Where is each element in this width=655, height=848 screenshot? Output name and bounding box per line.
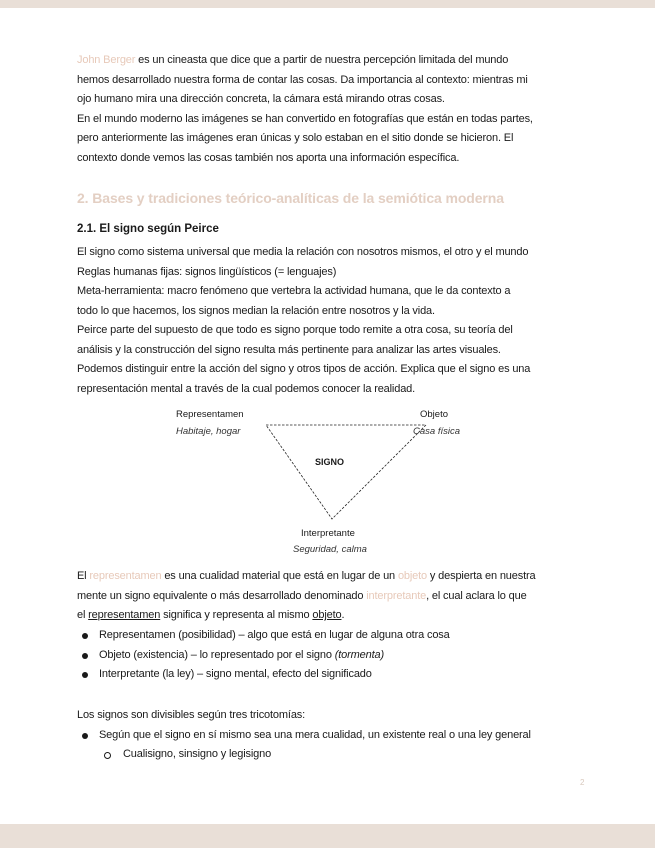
sign-components-list (77, 626, 597, 685)
author-name: John Berger (77, 54, 136, 66)
intro-line-1 (77, 51, 597, 71)
sub-list-item (77, 745, 597, 765)
section-heading: 2. Bases y tradiciones teórico-analíticas de la semiótica moderna (77, 190, 504, 206)
bullet-dot (82, 672, 88, 678)
intro-line-4: En el mundo moderno las imágenes se han convertido en fotografías que están en todas partes, (77, 112, 533, 125)
bullet-dot (82, 653, 88, 659)
objeto-term: objeto (397, 570, 428, 582)
explanation-line-2 (77, 587, 597, 607)
intro-line-1-text: es un cineasta que dice que a partir de nuestra percepción limitada del mundo (135, 54, 509, 66)
peirce-line-4: todo lo que hacemos, los signos median la relación entre nosotros y la vida. (77, 304, 435, 317)
peirce-line-5: Peirce parte del supuesto de que todo es signo porque todo remite a otra cosa, su teoría del (77, 324, 513, 336)
list-item (77, 646, 597, 666)
explanation-line-3 (77, 606, 597, 626)
text-run: El (77, 570, 90, 582)
peirce-line-1: El signo como sistema universal que media la relación con nosotros mismos, el otro y el mundo (77, 246, 529, 258)
bottom-band (0, 824, 655, 848)
bullet-dot (82, 633, 88, 639)
representamen-underlined: representamen (88, 609, 161, 621)
explanation-line-1 (77, 567, 597, 587)
peirce-line-2: Reglas humanas fijas: signos lingüísticos (= lenguajes) (77, 265, 337, 278)
objeto-label: Objeto (420, 409, 448, 420)
list-item-text: Según que el signo en sí mismo sea una mera cualidad, un existente real o una ley general (99, 728, 531, 741)
representamen-term: representamen (89, 570, 162, 582)
top-band (0, 0, 655, 8)
intro-paragraph (77, 51, 597, 168)
interpretante-label: Interpretante (301, 528, 355, 539)
tricotomias-intro: Los signos son divisibles según tres tricotomías: (77, 709, 306, 721)
intro-line-5: pero anteriormente las imágenes eran únicas y solo estaban en el sitio donde se hicieron. El (77, 132, 514, 144)
interpretante-term: interpretante (366, 589, 427, 602)
tricotomias-section (77, 706, 597, 765)
peirce-line-6: análisis y la construcción del signo resulta más pertinente para analizar las artes visuales. (77, 343, 501, 356)
list-item-text: Interpretante (la ley) – signo mental, efecto del significado (99, 668, 372, 680)
signo-center-label: SIGNO (315, 457, 345, 467)
peirce-line-7: Podemos distinguir entre la acción del signo y otros tipos de acción. Explica que el signo es una (77, 363, 531, 375)
objeto-example: Casa física (413, 426, 460, 437)
list-item (77, 626, 597, 646)
triangle-shape (266, 425, 426, 519)
page-number: 2 (580, 778, 585, 787)
peirce-line-8: representación mental a través de la cual podemos conocer la realidad. (77, 382, 416, 395)
text-run: el (77, 609, 89, 621)
list-item (77, 665, 597, 685)
hollow-bullet-icon (104, 752, 111, 759)
text-run: , el cual aclara lo que (426, 589, 527, 602)
representamen-example: Habitaje, hogar (176, 426, 241, 437)
text-run: y despierta en nuestra (427, 570, 536, 582)
text-run: mente un signo equivalente o más desarrollado denominado (77, 589, 367, 602)
peirce-paragraph (77, 243, 597, 399)
representamen-label: Representamen (176, 409, 244, 420)
subsection-heading: 2.1. El signo según Peirce (77, 223, 219, 235)
list-item-text: Objeto (existencia) – lo representado por el signo (99, 648, 335, 661)
explanation-paragraph (77, 567, 597, 626)
list-item (77, 726, 597, 746)
sub-list-item-text: Cualisigno, sinsigno y legisigno (123, 748, 272, 760)
sign-triangle-diagram (170, 405, 470, 560)
text-run: . (341, 609, 345, 621)
intro-line-2: hemos desarrollado nuestra forma de contar las cosas. Da importancia al contexto: mientras mi (77, 73, 528, 86)
list-item-text: Representamen (posibilidad) – algo que está en lugar de alguna otra cosa (99, 629, 450, 641)
intro-line-3: ojo humano mira una dirección concreta, la cámara está mirando otras cosas. (77, 93, 445, 105)
peirce-line-3: Meta-herramienta: macro fenómeno que vertebra la actividad humana, que le da contexto a (77, 285, 511, 297)
objeto-underlined: objeto (312, 609, 342, 621)
text-run: significa y representa al mismo (160, 609, 313, 621)
list-item-italic: (tormenta) (334, 648, 384, 661)
interpretante-example: Seguridad, calma (293, 544, 367, 555)
text-run: es una cualidad material que está en lugar de un (161, 570, 398, 582)
bullet-dot (82, 733, 88, 739)
intro-line-6: contexto donde vemos las cosas también nos aporta una información específica. (77, 151, 460, 164)
